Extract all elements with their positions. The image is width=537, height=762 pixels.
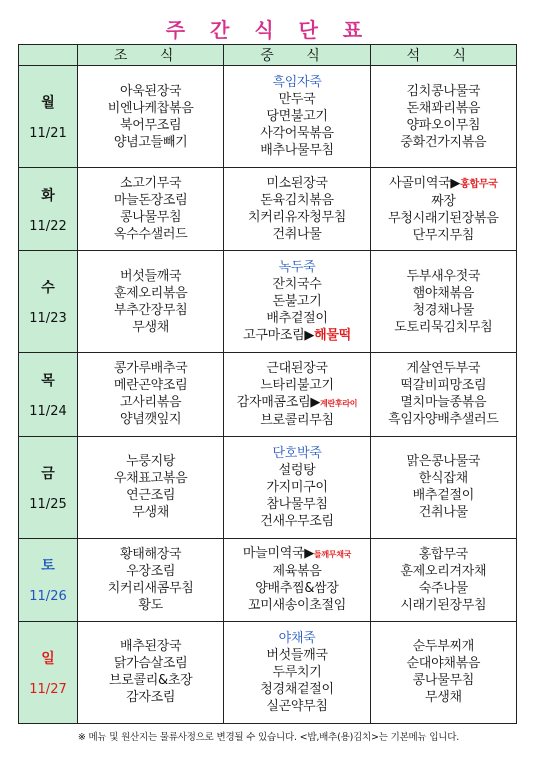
- alternative-item: 계란후라이: [320, 398, 358, 408]
- menu-item: 청경채나물: [412, 302, 474, 318]
- day-label-cell: [19, 436, 78, 538]
- menu-item: 맑은콩나물국: [406, 454, 481, 470]
- menu-item: 짜장: [431, 193, 456, 209]
- menu-item: 메란곤약조림: [113, 378, 188, 394]
- day-date: 11/27: [29, 681, 67, 697]
- menu-item: 양배추찜&쌈장: [255, 581, 339, 597]
- menu-item: 고구마조림: [243, 328, 305, 344]
- day-label-cell: [19, 251, 78, 353]
- day-name: 월: [41, 95, 55, 112]
- arrow-right-icon: ▶: [304, 546, 314, 562]
- menu-item: 게살연두부국: [406, 361, 481, 377]
- menu-item: 양념고들빼기: [113, 134, 188, 150]
- dinner-cell: [370, 66, 516, 168]
- menu-item: 순대야채볶음: [406, 656, 481, 672]
- menu-item: 중화건가지볶음: [400, 134, 487, 150]
- menu-item: 사골미역국: [389, 175, 451, 191]
- menu-item: 김치콩나물국: [406, 83, 481, 99]
- menu-item: 무생채: [132, 319, 170, 335]
- day-label-cell: [19, 168, 78, 251]
- menu-item: 버섯들깨국: [266, 647, 328, 663]
- menu-item: 건취나물: [418, 505, 468, 521]
- lunch-cell: [224, 538, 370, 621]
- day-date: 11/23: [29, 311, 67, 327]
- header-lunch: 중 식: [224, 45, 370, 66]
- menu-item: 흑임자양배추샐러드: [388, 412, 499, 428]
- menu-item: 느타리불고기: [260, 377, 334, 393]
- menu-item: 우채표고볶음: [113, 471, 188, 487]
- dinner-cell: [370, 621, 516, 723]
- menu-item: 순두부찌개: [412, 639, 474, 655]
- day-row-fri: [19, 436, 517, 538]
- day-row-sat: [19, 538, 517, 621]
- dinner-cell: [370, 251, 516, 353]
- breakfast-cell: [78, 66, 224, 168]
- menu-item: 비엔나케찹볶음: [107, 100, 194, 116]
- lunch-cell: [224, 251, 370, 353]
- day-label-cell: [19, 621, 78, 723]
- menu-item: 잔치국수: [272, 277, 322, 293]
- header-breakfast: 조 식: [78, 45, 224, 66]
- breakfast-cell: [78, 538, 224, 621]
- menu-item: 도토리묵김치무침: [394, 319, 493, 335]
- day-row-sun: [19, 621, 517, 723]
- lunch-cell: [224, 353, 370, 436]
- day-date: 11/21: [29, 126, 67, 142]
- menu-item: 사각어묵볶음: [260, 126, 334, 142]
- day-row-mon: [19, 66, 517, 168]
- day-date: 11/24: [29, 403, 67, 419]
- menu-item: 훈제오리겨자채: [400, 563, 487, 579]
- porridge-item: 단호박죽: [272, 445, 322, 461]
- menu-item: 건새우무조림: [260, 513, 334, 529]
- menu-item: 무생채: [424, 690, 462, 706]
- menu-item: 누룽지탕: [126, 454, 176, 470]
- day-row-tue: [19, 168, 517, 251]
- day-name: 금: [41, 465, 55, 482]
- day-row-thu: [19, 353, 517, 436]
- porridge-item: 흑임자죽: [272, 75, 322, 91]
- dinner-cell: [370, 538, 516, 621]
- menu-item: 무청시래기된장볶음: [388, 210, 499, 226]
- menu-item: 참나물무침: [266, 496, 328, 512]
- menu-item: 고사리볶음: [120, 395, 182, 411]
- menu-item: 배추겉절이: [412, 488, 474, 504]
- menu-item: 마늘돈장조림: [113, 193, 188, 209]
- day-row-wed: [19, 251, 517, 353]
- menu-item: 무생채: [132, 505, 170, 521]
- day-name: 일: [41, 650, 55, 667]
- menu-item-with-alternative: [371, 175, 516, 193]
- menu-item: 소고기무국: [120, 176, 182, 192]
- breakfast-cell: [78, 436, 224, 538]
- day-date: 11/22: [29, 218, 67, 234]
- day-name: 목: [41, 372, 55, 389]
- menu-item: 양파오이무침: [406, 117, 481, 133]
- menu-item: 치커리새콤무침: [107, 580, 194, 596]
- lunch-cell: [224, 168, 370, 251]
- menu-item: 연근조림: [126, 488, 176, 504]
- dinner-cell: [370, 353, 516, 436]
- menu-item: 숙주나물: [418, 580, 468, 596]
- alternative-item: 해물떡: [314, 328, 351, 344]
- menu-item: 북어무조림: [120, 117, 182, 133]
- day-label-cell: [19, 353, 78, 436]
- menu-item: 실곤약무침: [266, 698, 328, 714]
- menu-item: 돈불고기: [272, 294, 322, 310]
- menu-item: 돈육김치볶음: [260, 193, 334, 209]
- menu-item: 배추된장국: [120, 639, 182, 655]
- alternative-item: 홍합무국: [460, 178, 498, 190]
- menu-item: 브로콜리&초장: [108, 673, 193, 689]
- menu-item: 돈채꽈리볶음: [406, 100, 481, 116]
- menu-item: 우장조림: [126, 563, 176, 579]
- breakfast-cell: [78, 353, 224, 436]
- breakfast-cell: [78, 621, 224, 723]
- menu-item: 당면불고기: [266, 109, 328, 125]
- day-name: 수: [41, 280, 55, 297]
- menu-item: 배추나물무침: [260, 143, 334, 159]
- menu-item: 멸치마늘종볶음: [400, 395, 487, 411]
- menu-item: 배추겉절이: [266, 311, 328, 327]
- menu-item-with-alternative: [224, 327, 369, 344]
- day-label-cell: [19, 66, 78, 168]
- menu-item: 콩나물무침: [120, 210, 182, 226]
- page-title: 주 간 식 단 표: [165, 18, 372, 42]
- menu-item: 옥수수샐러드: [113, 227, 188, 243]
- breakfast-cell: [78, 251, 224, 353]
- alternative-item: 들깨무채국: [313, 550, 352, 560]
- menu-item: 시래기된장무침: [400, 597, 487, 613]
- lunch-cell: [224, 436, 370, 538]
- day-label-cell: [19, 538, 78, 621]
- menu-item: 치커리유자청무침: [247, 210, 347, 226]
- menu-item: 햄야채볶음: [412, 285, 474, 301]
- dinner-cell: [370, 168, 516, 251]
- menu-item: 훈제오리볶음: [113, 285, 188, 301]
- porridge-item: 야채죽: [278, 630, 316, 646]
- menu-item: 설렁탕: [278, 462, 316, 478]
- day-name: 토: [41, 558, 55, 575]
- menu-item: 닭가슴살조림: [113, 656, 188, 672]
- day-name: 화: [41, 187, 55, 204]
- header-dinner: 석 식: [370, 45, 516, 66]
- menu-item: 만두국: [278, 92, 316, 108]
- menu-item: 단무지무침: [412, 227, 474, 243]
- menu-item-with-alternative: [224, 545, 369, 563]
- menu-item: 브로콜리무침: [260, 412, 334, 428]
- menu-item: 아욱된장국: [120, 83, 182, 99]
- menu-item: 홍합무국: [418, 546, 468, 562]
- day-date: 11/25: [29, 496, 67, 512]
- menu-item-with-alternative: [224, 394, 369, 412]
- menu-item: 제육볶음: [272, 564, 322, 580]
- weekly-menu-table: [18, 44, 517, 724]
- lunch-cell: [224, 621, 370, 723]
- menu-item: 마늘미역국: [242, 546, 305, 562]
- dinner-cell: [370, 436, 516, 538]
- arrow-right-icon: ▶: [450, 175, 461, 191]
- footnote: ※ 메뉴 및 원산지는 물류사정으로 변경될 수 있습니다. <밥,배추(용)김치>는 기본메뉴 입니다.: [77, 732, 460, 743]
- menu-item: 근대된장국: [266, 360, 328, 376]
- menu-item: 양념깻잎지: [120, 412, 182, 428]
- day-date: 11/26: [29, 589, 67, 605]
- arrow-right-icon: ▶: [310, 394, 321, 410]
- menu-item: 콩가루배추국: [113, 361, 188, 377]
- menu-item: 가지미구이: [266, 479, 328, 495]
- menu-item: 부추간장무침: [113, 302, 188, 318]
- menu-item: 두부새우젓국: [406, 268, 481, 284]
- menu-item: 한식잡채: [418, 471, 468, 487]
- lunch-cell: [224, 66, 370, 168]
- menu-item: 감자매콤조림: [236, 394, 311, 410]
- menu-item: 감자조림: [126, 690, 176, 706]
- menu-item: 버섯들깨국: [120, 268, 182, 284]
- header-row: [19, 45, 517, 66]
- menu-item: 꼬미새송이초절임: [247, 598, 347, 614]
- breakfast-cell: [78, 168, 224, 251]
- menu-item: 황도: [138, 597, 163, 613]
- menu-item: 황태해장국: [120, 546, 182, 562]
- menu-item: 떡갈비피망조림: [400, 378, 487, 394]
- menu-item: 두루치기: [272, 664, 322, 680]
- menu-item: 미소된장국: [266, 176, 328, 192]
- menu-item: 콩나물무침: [412, 673, 474, 689]
- arrow-right-icon: ▶: [304, 328, 315, 344]
- porridge-item: 녹두죽: [278, 260, 316, 276]
- menu-item: 건취나물: [272, 227, 322, 243]
- corner-cell: [19, 45, 78, 66]
- menu-item: 청경채겉절이: [260, 681, 334, 697]
